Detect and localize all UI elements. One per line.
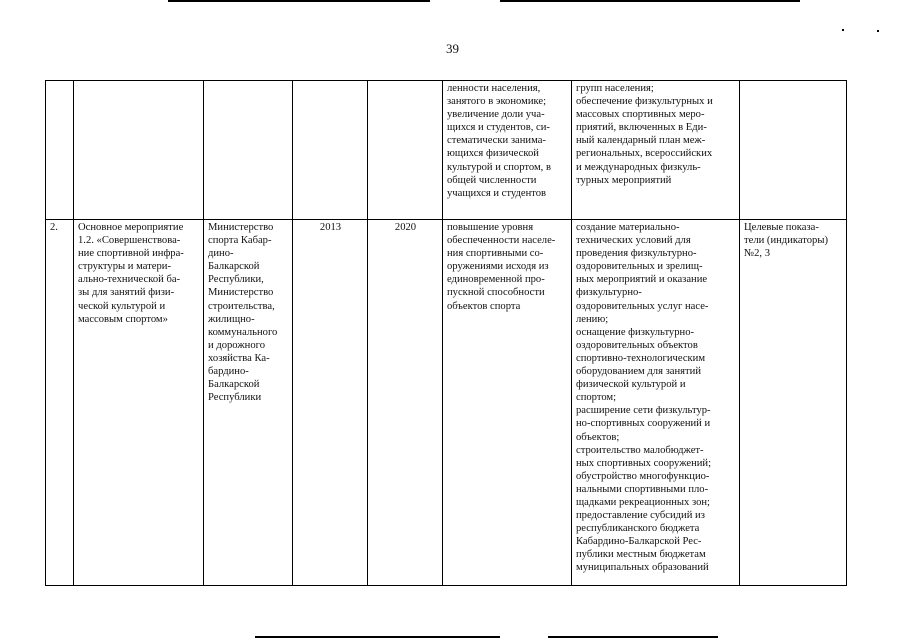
cell-start-year: [293, 81, 368, 220]
table-row-2: [46, 220, 847, 586]
cell-indicators: Целевые показа- тели (индикаторы) №2, 3: [740, 220, 847, 586]
cell-main-directions: групп населения; обеспечение физкультурных и массовых спортивных меро- приятий, включенных в Еди- ный календарный план меж- региональных, всероссийских и международных физкуль- турных мероприятий: [572, 81, 740, 220]
cell-end-year: 2020: [368, 220, 443, 586]
bottom-scan-rule: [548, 636, 718, 638]
cell-activity: [74, 81, 204, 220]
cell-expected-result: повышение уровня обеспеченности населе- ния спортивными со- оружениями исходя из единовременной про- пускной способности объектов спорта: [443, 220, 572, 586]
cell-activity: Основное мероприятие 1.2. «Совершенствова- ние спортивной инфра- структуры и матери- ально-технической ба- зы для занятий физи- ческой культурой и массовым спортом»: [74, 220, 204, 586]
cell-number: 2.: [46, 220, 74, 586]
table-row-continuation: [46, 81, 847, 220]
cell-main-directions: создание материально- технических условий для проведения физкультурно- оздоровительных и зрелищ- ных мероприятий и оказание физкультурно- оздоровительных услуг насе- лению; оснащение физкультурно- оздоровительных объектов спортивно-технологическим оборудованием для занятий физической культурой и спортом; расширение сети физкультур- но-спортивных сооружений и объектов; строительство малобюджет- ных спортивных сооружений; обустройство многофункцио- нальными спортивными пло- щадками рекреационных зон; предоставление субсидий из республиканского бюджета Кабардино-Балкарской Рес- публики местным бюджетам муниципальных образований: [572, 220, 740, 586]
cell-expected-result: ленности населения, занятого в экономике; увеличение доли уча- щихся и студентов, си- стематически занима- ющихся физической культурой и спортом, в общей численности учащихся и студентов: [443, 81, 572, 220]
page-number: 39: [446, 41, 459, 56]
bottom-scan-rule: [255, 636, 500, 638]
measures-table: [45, 80, 847, 586]
top-scan-rule: [168, 0, 430, 2]
scan-speck: [842, 29, 844, 31]
cell-indicators: [740, 81, 847, 220]
scan-speck: [877, 30, 879, 32]
cell-responsible: Министерство спорта Кабар- дино- Балкарской Республики, Министерство строительства, жилищно- коммунального и дорожного хозяйства Ка- бардино- Балкарской Республики: [204, 220, 293, 586]
cell-start-year: 2013: [293, 220, 368, 586]
cell-end-year: [368, 81, 443, 220]
cell-number: [46, 81, 74, 220]
top-scan-rule: [500, 0, 800, 2]
cell-responsible: [204, 81, 293, 220]
